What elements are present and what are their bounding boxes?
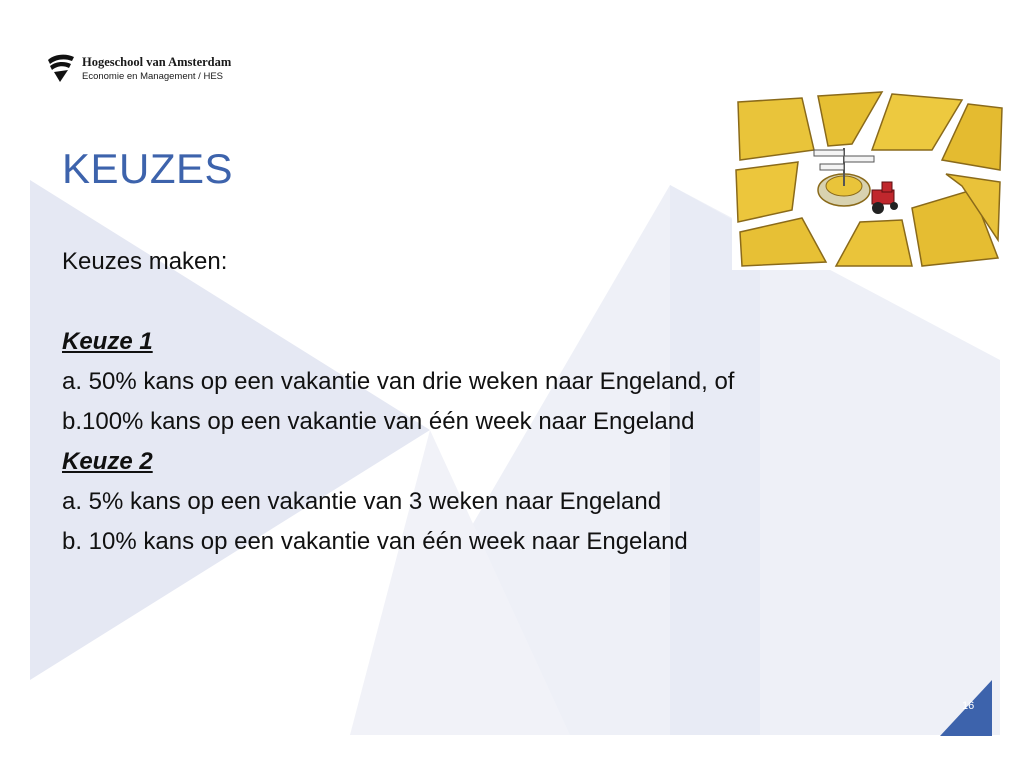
crossroads-fields-illustration [732,90,1004,270]
hva-logo-icon [46,52,76,84]
choice-2-option-b: b. 10% kans op een vakantie van één week naar Engeland [62,528,688,555]
slide-title: KEUZES [62,145,234,192]
logo-name: Hogeschool van Amsterdam [82,55,232,69]
logo-subtitle: Economie en Management / HES [82,70,223,82]
choice-2-heading: Keuze 2 [62,448,153,475]
intro-text: Keuzes maken: [62,248,228,275]
page-number: 16 [962,700,975,712]
hva-logo [46,52,231,84]
choice-1-heading: Keuze 1 [62,328,153,355]
choice-1-option-b: b.100% kans op een vakantie van één week naar Engeland [62,408,695,435]
slide-body [62,242,734,562]
choice-2-option-a: a. 5% kans op een vakantie van 3 weken naar Engeland [62,488,662,515]
choice-1-option-a: a. 50% kans op een vakantie van drie weken naar Engeland, of [62,368,735,395]
